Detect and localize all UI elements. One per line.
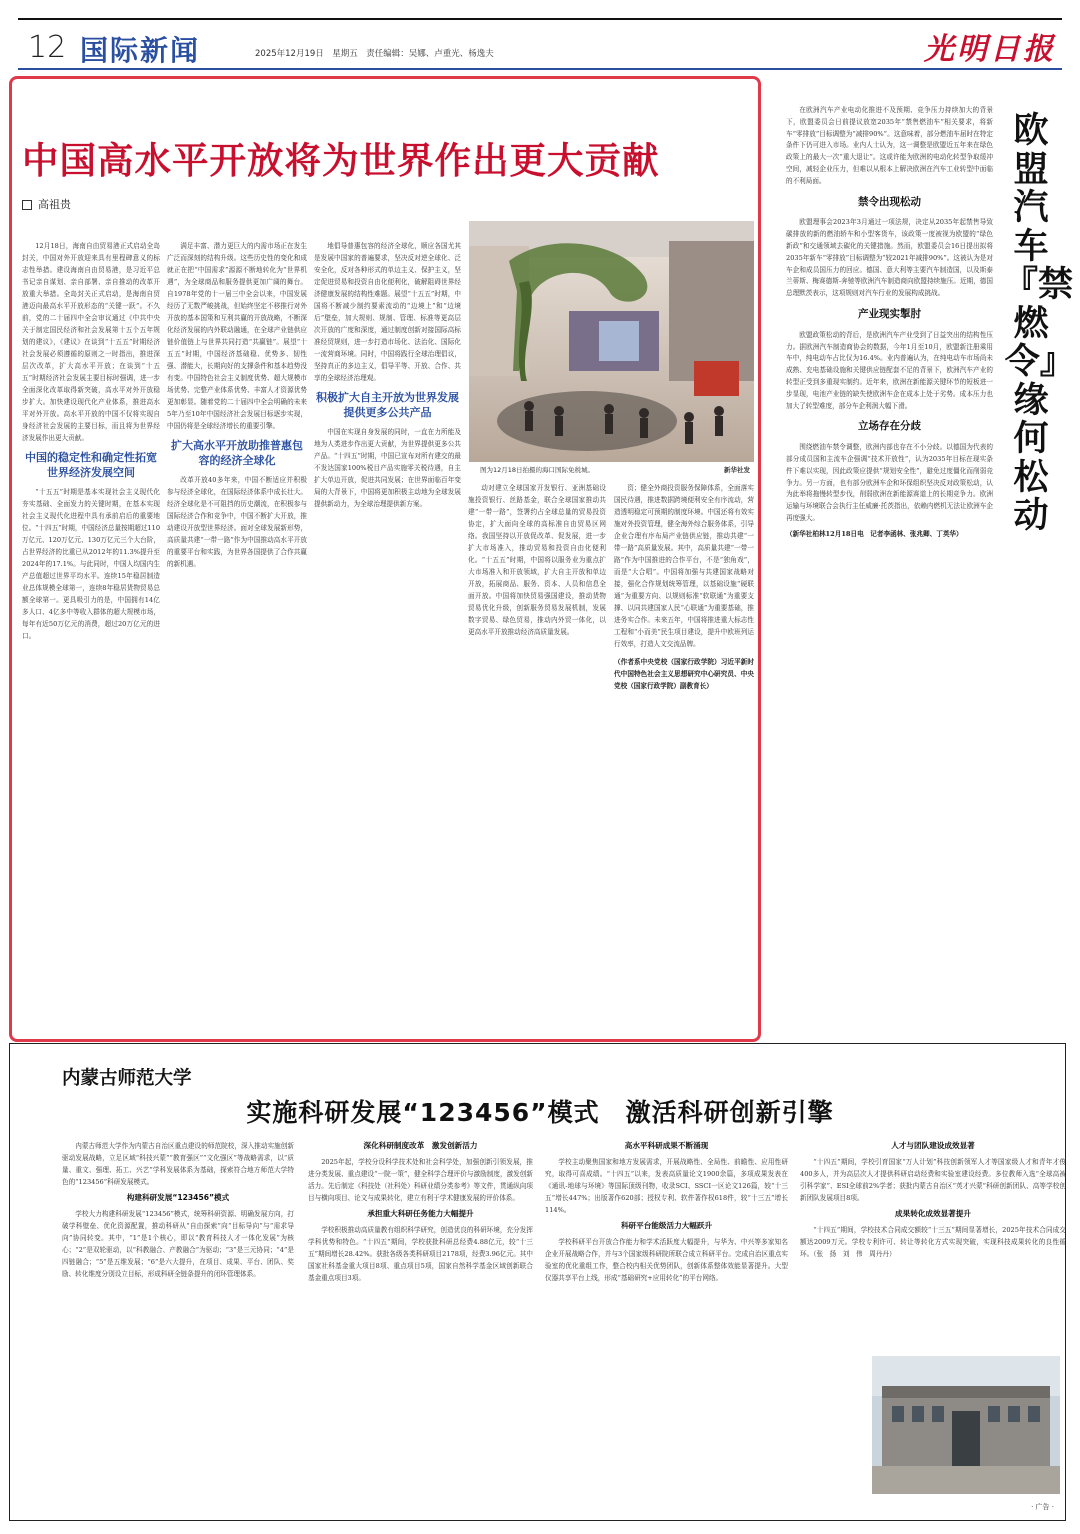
top-rule [18, 18, 1062, 20]
ad-c4-text: “十四五”期间，学校引育国家“万人计划”科技创新领军人才等国家级人才和青年才俊400多人，并为高层次人才提供科研启动经费和实验室建设经费。多位教师入选“全球高被引科学家”、ESI全球前2%学者；获批内蒙古自治区“英才兴蒙”科研创新团队、高等学校创新团队发展项目8项。 [800, 1158, 1066, 1202]
university-building-photo [872, 1356, 1060, 1494]
date-line: 2025年12月19日 星期五 责任编辑：吴娜、卢重光、杨逸夫 [255, 49, 494, 59]
sidebar-headline: 欧盟汽车『禁燃令』缘何松动 [1003, 111, 1074, 536]
ad-column-2 [308, 1140, 533, 1505]
lead-column-4 [468, 482, 606, 1028]
lead-col2b-text: 改革开放40多年来，中国不断适应并积极参与经济全球化，在国际经济体系中成长壮大。经济全球化是不可阻挡的历史潮流，在积极参与国际经济合作和竞争中，中国不断扩大开放，推动建设开放型世界经济。面对全球发展新形势，高质量共建“一带一路”作为中国推动高水平开放的重要平台和实践，为世界各国提供了合作共赢的新机遇。 [167, 476, 307, 568]
ad-c2-text: 2025年起，学校分设科学技术处和社会科学处，加强创新引领发展，推进分类发展、重点建设“一院一策”，健全科学合理评价与激励制度，激发创新活力。先后制定《科技处（社科处）科研业绩分类参考》等文件，贯通纵向项目与横向项目、论文与成果转化，建立有利于学术健康发展的评价体系。 [308, 1158, 533, 1202]
sidebar-subhead-1: 禁令出现松动 [858, 195, 921, 208]
section-title: 国际新闻 [80, 34, 201, 67]
ad-subhead-6: 人才与团队建设成效显著 [891, 1141, 975, 1150]
sidebar-text-2: 欧盟政策松动的背后，是欧洲汽车产业受到了日益突出的结构性压力。据欧洲汽车制造商协会的数据，今年1月至10月，欧盟新注册乘用车中，纯电动车占比仅为16.4%。业内普遍认为，在纯电动车市场尚未成熟、充电基础设施和关键供应链配套不足的背景下，欧洲汽车产业的转型正受到多重现实制约。近年来，欧洲在新能源关键环节的短板进一步显现，电池产业链的缺失使欧洲车企在成本上处于劣势。成本压力也加大了转型难度，部分车企利润大幅下滑。 [786, 330, 993, 410]
lead-col4-text: 动对建立全球国家开发银行、亚洲基础设施投资银行、丝路基金，联合全球国家推动共建“一带一路”，签署约占全球总量的贸易投资协定，扩大面向全球的高标准自由贸易区网络。我国坚持以开放促改革、促发展，进一步扩大市场准入，推动贸易和投资自由化便利化。“十五五”时期，中国将以服务业为重点扩大市场准入和开放领域，扩大自主开放和单边开放，拓展商品、服务、资本、人员和信息全面开放。中国将加快贸易强国建设，推动货物贸易优化升级，创新服务贸易发展机制，发展数字贸易、绿色贸易，推动内外贸一体化，以更高水平开放推动经济高质量发展。 [468, 484, 606, 636]
page-number: 12 [28, 30, 67, 65]
lead-col2-text: 满足丰富、潜力更巨大的内需市场正在发生广泛而深刻的结构升级。这些历史性的变化和成就正在把“中国需求”源源不断地转化为“世界机遇”，为全球商品和服务提供更加广阔的舞台。自1978年党的十一届三中全会以来，中国发展经历了无数严峻挑战，但始终坚定不移推行对外开放的基本国策和互利共赢的开放战略，不断深化经济发展的内外联动融通，在全球产业链供应链价值链上与世界共同打造“共赢链”。展望“十五五”时期，中国经济基础稳、优势多、韧性强、潜能大，长期向好的支撑条件和基本趋势没有变。中国特色社会主义制度优势、超大规模市场优势、完整产业体系优势、丰富人才资源优势更加彰显。随着党的二十届四中全会明确的未来5年乃至10年中国经济社会发展目标逐步实现，中国仍将是全球经济增长的重要引擎。 [167, 242, 307, 430]
lead-column-5 [614, 482, 754, 1028]
ad-c4b-text: “十四五”期间，学校技术合同成交额较“十三五”期间显著增长，2025年技术合同成交额达2009万元。学校专利许可、转让等转化方式实现突破，实现科技成果转化的良性循环。（张 扬 刘 伟 周丹丹） [800, 1226, 1066, 1258]
ad-subhead-7: 成果转化成效显著提升 [895, 1209, 971, 1218]
caption-credit: 新华社发 [724, 466, 750, 474]
ad-column-1 [62, 1140, 294, 1505]
lead-subhead-2: 扩大高水平开放助推普惠包容的经济全球化 [171, 439, 303, 467]
ad-c1b-text: 学校大力构建科研发展“123456”模式，统筹科研资源、明确发展方向，打破学科壁垒、优化资源配置，推动科研从“自由探索”向“目标导向”与“需求导向”协同转变。其中，“1”是1个核心，即以“教育科技人才一体化发展”为核心；“2”是双轮驱动，以“科教融合、产教融合”为驱动；“3”是三元协同；“4”是四链融合；“5”是五维发展；“6”是六大提升，在项目、成果、平台、团队、奖励、转化维度分别设立目标，形成科研全链条提升的闭环管理体系。 [62, 1210, 294, 1278]
lead-col3b-text: 中国在实现自身发展的同时，一直在力所能及地为人类进步作出更大贡献，为世界提供更多公共产品。“十四五”时期，中国已宣布对所有建交的最不发达国家100%税目产品实施零关税待遇，自主扩大单边开放，促进共同发展；在世界面临百年变局的大背景下，中国将更加积极主动地为全球发展提供新动力，为全球治理提供新方案。 [314, 428, 461, 508]
ad-column-3 [545, 1140, 788, 1505]
sidebar-column [786, 105, 993, 1035]
masthead-logo: 光明日报 [924, 32, 1056, 67]
ad-subhead-4: 高水平科研成果不断涌现 [624, 1141, 709, 1150]
ad-subhead-1: 构建科研发展“123456”模式 [126, 1193, 230, 1202]
lead-column-1 [22, 240, 160, 1028]
ad-kicker: 内蒙古师范大学 [62, 1068, 192, 1089]
ad-column-4 [800, 1140, 1066, 1352]
sidebar-credit: （新华社柏林12月18日电 记者李函林、张兆卿、丁英华） [786, 529, 963, 538]
ad-c1-text: 内蒙古师范大学作为内蒙古自治区重点建设的师范院校，深入推动实施创新驱动发展战略，立足区域“科技兴蒙”“教育强区”“文化强区”等战略需求，以“质量、重文、强理、拓工、兴艺”学科发展体系为基础，探索符合地方师范大学特色的“123456”科研发展模式。 [62, 1142, 294, 1186]
lead-subhead-1: 中国的稳定性和确定性拓宽世界经济发展空间 [25, 451, 157, 479]
ad-headline: 实施科研发展“123456”模式 激活科研创新引擎 [246, 1098, 834, 1127]
lead-col1-text: 12月18日，海南自由贸易港正式启动全岛封关，中国对外开放迎来具有里程碑意义的标志性举措。建设海南自由贸易港，是习近平总书记亲自谋划、亲自部署、亲自推动的改革开放重大举措。全岛封关正式启动，是海南自贸港迈向最高水平开放形态的“关键一跃”。不久前，党的二十届四中全会审议通过《中共中央关于制定国民经济和社会发展第十五个五年规划的建议》，《建议》在谈到“十五五”时期经济社会发展必须遵循的原则之一时指出，推进深层次改革，扩大高水平开放；在谈到“十五五”时期经济社会发展主要目标时强调，进一步全面深化改革取得新突破，高水平对外开放稳步扩大。加快建设现代化产业体系，推进高水平对外开放。高水平开放的中国不仅将实现自身经济社会发展的主要目标，而且将为世界经济发展作出更大贡献。 [22, 242, 160, 442]
ad-label: · 广告 · [1031, 1503, 1054, 1511]
byline-box-icon [22, 200, 32, 210]
sidebar-subhead-3: 立场存在分歧 [858, 420, 921, 433]
lead-column-2 [167, 240, 307, 1028]
sidebar-intro: 在欧洲汽车产业电动化推进不及预期、竞争压力持续加大的背景下，欧盟委员会日前提议放宽2035年“禁售燃油车”相关要求，将新车“零排放”目标调整为“减排90%”。这意味着，部分燃油车届时在特定条件下仍可进入市场。业内人士认为，这一调整是欧盟近五年来在绿色政策上的最大一次“重大退让”。这或许能为欧洲的电动化转型争取缓冲空间，减轻企业压力，但难以从根本上解决欧洲在汽车工业转型中面临的不利局面。 [786, 106, 993, 185]
sidebar-subhead-2: 产业现实掣肘 [858, 307, 921, 320]
ad-subhead-5: 科研平台能级活力大幅跃升 [620, 1221, 713, 1230]
lead-photo [469, 221, 754, 462]
sidebar-text-1: 欧盟理事会2023年3月通过一项法规，决定从2035年起禁售导致碳排放的新的燃油轿车和小型客货车，该政策一度被视为欧盟的“绿色新政”和交通领域去碳化的关键措施。然而，欧盟委员会16日提出拟将2035年新车“零排放”目标调整为“较2021年减排90%”。这被认为是对车企和成员国压力的回应。德国、意大利等主要汽车制造国，以及斯泰兰蒂斯、梅赛德斯-奔驰等欧洲汽车制造商向欧盟持续施压。近期，德国总理默茨表示，这项规则对汽车行业的发展构成挑战。 [786, 218, 993, 298]
lead-col3-text: 地倡导普惠包容的经济全球化，顺应各国尤其是发展中国家的普遍要求，坚决反对逆全球化、泛安全化，反对各种形式的单边主义、保护主义，坚定促进贸易和投资自由化便利化，破解阻碍世界经济健康发展的结构性难题。展望“十五五”时期，中国将不断减少制约要素流动的“边境上”和“边境后”壁垒，加大规则、规制、管理、标准等更高层次开放的广度和深度，通过制度创新对接国际高标准经贸规则，进一步打造市场化、法治化、国际化一流营商环境。同时，中国将践行全球治理倡议，坚持真正的多边主义，倡导平等、开放、合作、共享的全球经济治理观。 [314, 242, 461, 382]
lead-subhead-3: 积极扩大自主开放为世界发展提供更多公共产品 [316, 391, 459, 419]
lead-headline: 中国高水平开放将为世界作出更大贡献 [22, 139, 660, 182]
ad-c3b-text: 学校科研平台开放合作能力和学术活跃度大幅提升，与华为、中兴等多家知名企业开展战略合作，并与3个国家级科研院所联合成立科研平台。完成自治区重点实验室的优化重组工作，整合校内相关优势团队，创新体系整体效能显著提升。大型仪器共享平台上线，形成“基础研究+应用转化”的平台网络。 [545, 1238, 788, 1282]
ad-subhead-2: 深化科研制度改革 激发创新活力 [363, 1141, 478, 1150]
ad-subhead-3: 承担重大科研任务能力大幅提升 [367, 1209, 474, 1218]
ad-c2b-text: 学校积极推动高质量教有组织科学研究，创造优良的科研环境，充分发挥学科优势和特色。“十四五”期间，学校获批科研总经费4.88亿元，较“十三五”期间增长28.42%。获批各级各类科研项目2178项，经费3.96亿元。其中国家社科基金重大项目8项、重点项目5项，国家自然科学基金区域创新联合基金重点项目3项。 [308, 1226, 533, 1282]
lead-col1b-text: “十五五”时期是基本实现社会主义现代化夯实基础、全面发力的关键时期，在基本实现社会主义现代化进程中具有承前启后的重要地位。“十四五”时期，中国经济总量按期超过110万亿元、120万亿元、130万亿元三个大台阶，占世界经济的比重已从2012年的11.3%提升至2024年的17.1%。与此同时，中国人均国内生产总值超过世界平均水平。连续15年稳居制造业总体规模全球第一，连续8年稳居货物贸易总额全球第一。更具吸引力的是，中国拥有14亿多人口、4亿多中等收入群体的超大规模市场，每年有近50万亿元的消费，超过20万亿元的进口。 [22, 488, 160, 640]
ad-c3-text: 学校主动聚焦国家和地方发展需求，开展战略性、全局性、前瞻性、应用性研究，取得可喜成绩。“十四五”以来，发表高质量论文1900余篇，多项成果发表在《通讯-地球与环境》等国际顶级刊物，收录SCI、SSCI一区论文126篇，较“十三五”增长447%；出版著作620部；授权专利、软件著作权618件，较“十三五”增长114%。 [545, 1158, 788, 1214]
lead-col5-text: 资；健全外商投资服务保障体系，全面落实国民待遇，推进数据跨境便利安全有序流动，营造透明稳定可预期的制度环境。中国还将有效实施对外投资管理，健全海外综合服务体系，引导企业合理有序布局产业链供应链，推动共建“一带一路”高质量发展。其中，高质量共建“一带一路”作为中国推进的合作平台，不是“独角戏”，而是“大合唱”。中国将加强与共建国家战略对接，强化合作规划统筹管理，以基础设施“硬联通”为重要方向、以规则标准“软联通”为重要支撑、以同共建国家人民“心联通”为重要基础，推进务实合作。未来五年，中国将推进重大标志性工程和“小而美”民生项目建设，提升中欧班列运行效率，打造人文交流品牌。 [614, 484, 754, 648]
photo-caption [480, 465, 750, 474]
lead-column-3 [314, 240, 461, 1028]
sidebar-text-3: 围绕燃油车禁令调整，欧洲内部也存在不小分歧。以德国为代表的部分成员国和主流车企强调“技术开放性”，认为2035年目标在现实条件下难以实现，因此政策应提供“规划安全性”，避免过度僵化而削弱竞争力。另一方面，也有部分欧洲车企和环保组织坚决反对政策松动，认为此举将拖慢转型步伐，削弱欧洲在新能源赛道上的长期竞争力。欧洲运输与环境联合会执行主任威廉·托茨指出，依赖内燃机无法让欧洲车企再度强大。 [786, 443, 993, 522]
caption-text: 图为12月18日拍摄的海口国际免税城。 [480, 466, 595, 474]
author-note: （作者系中央党校（国家行政学院）习近平新时代中国特色社会主义思想研究中心研究员、中央党校（国家行政学院）副教育长） [614, 658, 754, 690]
byline [22, 196, 71, 212]
author-name: 高祖贵 [38, 198, 71, 211]
header-rule [18, 68, 1062, 70]
